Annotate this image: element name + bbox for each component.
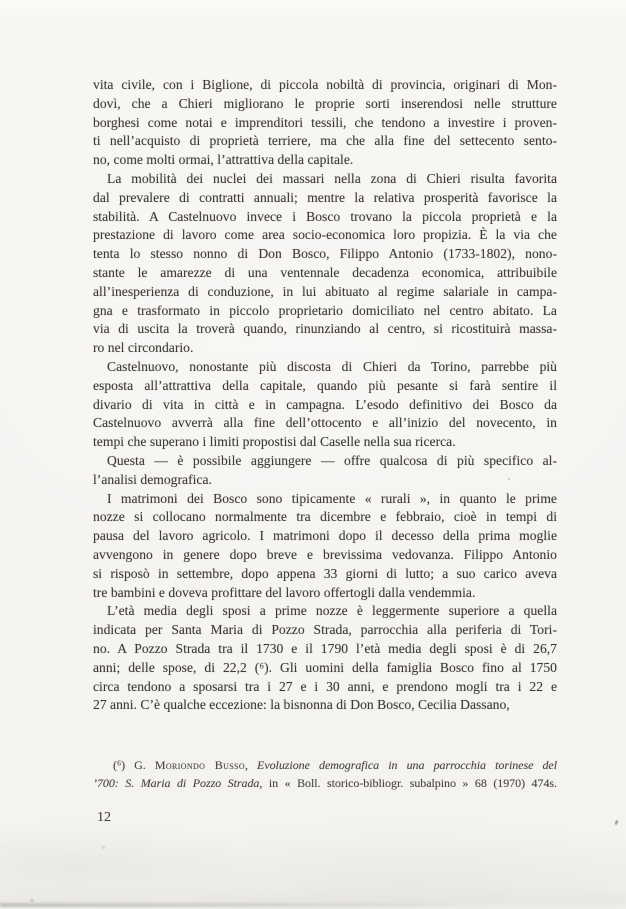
- page-number: 12: [97, 810, 111, 825]
- text-line: via di uscita la troverà quando, rinunziando al centro, si ricostituirà massa-: [93, 321, 557, 337]
- text-line: vita civile, con i Biglione, di piccola nobiltà di provincia, originari di Mon-: [93, 77, 557, 92]
- scan-artifact-speck: [30, 899, 34, 902]
- footnote-line: [93, 756, 557, 774]
- text-line: L’età media degli sposi a prime nozze è leggermente superiore a quella: [107, 603, 557, 619]
- text-line: La mobilità dei nuclei dei massari nella zona di Chieri risulta favorita: [107, 170, 557, 186]
- paragraph: [93, 358, 557, 452]
- paragraph: [93, 170, 557, 358]
- paragraph: [93, 76, 557, 170]
- text-line: esposta all’attrattiva della capitale, quando più pesante si farà sentire il: [93, 377, 557, 393]
- footnote-text-segment: Evoluzione demografica in una parrocchia torinese del: [257, 758, 557, 772]
- text-line: pausa del lavoro agricolo. I matrimoni dopo il decesso della prima moglie: [93, 528, 557, 544]
- text-line: prestazione di lavoro come area socio-economica loro propizia. È la via che: [93, 227, 557, 243]
- text-line: anni; delle spose, di 22,2 (⁶). Gli uomini della famiglia Bosco fino al 1750: [93, 659, 557, 675]
- text-line: tenta lo stesso nonno di Don Bosco, Filippo Antonio (1733-1802), nono-: [93, 246, 557, 262]
- scan-page-edge-shadow: [0, 903, 470, 907]
- text-line: dovì, che a Chieri migliorano le proprie sorti inserendosi nelle strutture: [93, 95, 557, 111]
- text-line: Castelnuovo avverrà alla fine dell’ottocento e all’inizio del novecento, in: [93, 415, 557, 431]
- text-line: tre bambini e doveva profittare del lavoro offertogli dalla vendemmia.: [93, 584, 476, 600]
- text-line: no, come molti ormai, l’attrattiva della capitale.: [93, 152, 354, 168]
- footnote-text-segment: Moriondo Busso: [154, 758, 245, 772]
- body-text: [93, 76, 557, 715]
- text-line: no. A Pozzo Strada tra il 1730 e il 1790 l’età media degli sposi è di 26,7: [93, 640, 557, 656]
- text-line: ro nel circondario.: [93, 340, 194, 356]
- text-line: ti nell’acquisto di proprietà terriere, ma che alla fine del settecento sento-: [93, 133, 557, 149]
- text-line: indicata per Santa Maria di Pozzo Strada, parrocchia alla periferia di Tori-: [93, 622, 557, 638]
- footnote-text-segment: (⁶) G.: [113, 758, 155, 772]
- text-line: divario di vita in città e in campagna. L’esodo definitivo dei Bosco da: [93, 396, 557, 412]
- paragraph: [93, 602, 557, 715]
- text-line: stante le amarezze di una ventennale decadenza economica, attribuibile: [93, 264, 557, 280]
- text-line: stabilità. A Castelnuovo invece i Bosco trovano la piccola proprietà e la: [93, 208, 557, 224]
- text-line: tempi che superano i limiti propostisi dal Caselle nella sua ricerca.: [93, 434, 456, 450]
- text-line: I matrimoni dei Bosco sono tipicamente « rurali », in quanto le prime: [107, 490, 557, 506]
- text-line: Questa — è possibile aggiungere — offre qualcosa di più specifico al-: [107, 452, 557, 468]
- paragraph: [93, 490, 557, 603]
- text-line: circa tendono a sposarsi tra i 27 e i 30 anni, e prendono mogli tra i 22 e: [93, 678, 557, 694]
- footnote-line: [93, 774, 557, 792]
- scan-artifact-speck: [508, 478, 510, 480]
- scan-artifact-speck: [102, 846, 105, 849]
- text-line: avvengono in genere dopo breve e brevissima vedovanza. Filippo Antonio: [93, 546, 557, 562]
- text-line: nozze si collocano normalmente tra dicembre e febbraio, cioè in tempi di: [93, 509, 557, 525]
- text-line: dal prevalere di contratti annuali; mentre la relativa prosperità favorisce la: [93, 189, 557, 205]
- footnote-text-segment: ,: [244, 758, 258, 772]
- footnote-text-segment: ’700: S. Maria di Pozzo Strada: [93, 776, 260, 791]
- text-line: 27 anni. C’è qualche eccezione: la bisnonna di Don Bosco, Cecilia Dassano,: [93, 697, 510, 713]
- text-line: all’inesperienza di conduzione, in lui abituato al regime salariale in campa-: [93, 283, 557, 299]
- text-line: borghesi come notai e imprenditori tessili, che tendono a investire i proven-: [93, 114, 557, 130]
- text-line: l’analisi demografica.: [93, 471, 212, 487]
- text-line: gna e trasformato in piccolo proprietario domiciliato nel centro abitato. La: [93, 302, 557, 318]
- footnote: [93, 756, 557, 792]
- paragraph: [93, 452, 557, 490]
- scan-artifact-speck: [614, 820, 618, 826]
- footnote-text-segment: , in « Boll. storico-bibliogr. subalpino » 68 (1970) 474s.: [259, 776, 557, 791]
- text-line: si risposò in settembre, dopo appena 33 giorni di lutto; a suo carico aveva: [93, 565, 557, 581]
- text-line: Castelnuovo, nonostante più discosta di Chieri da Torino, parrebbe più: [107, 358, 557, 374]
